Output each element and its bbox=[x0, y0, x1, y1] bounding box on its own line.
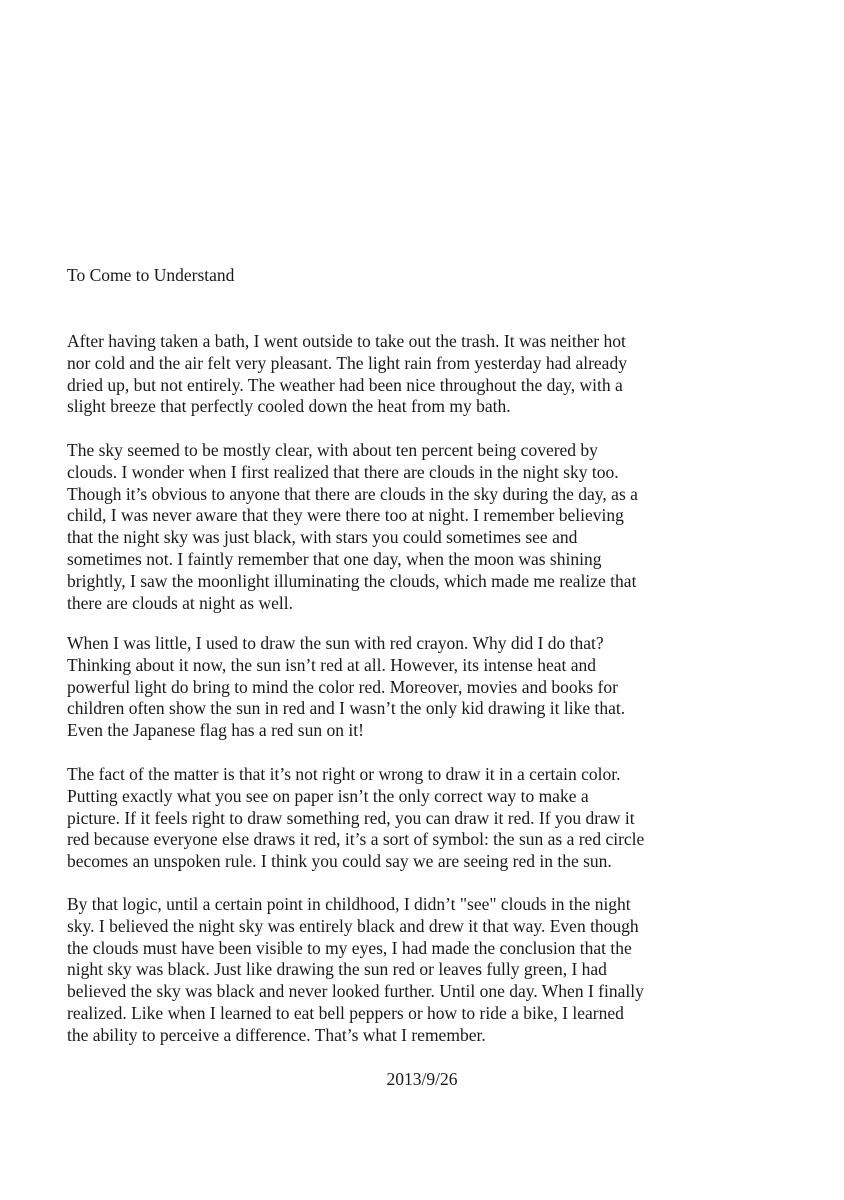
text-line: The fact of the matter is that it’s not right or wrong to draw it in a certain color. bbox=[67, 764, 621, 784]
text-line: brightly, I saw the moonlight illuminating the clouds, which made me realize that bbox=[67, 570, 637, 591]
text-line: slight breeze that perfectly cooled down the heat from my bath. bbox=[67, 396, 511, 417]
text-line: clouds. I wonder when I first realized that there are clouds in the night sky too. bbox=[67, 461, 619, 482]
text-line: powerful light do bring to mind the color red. Moreover, movies and books for bbox=[67, 676, 618, 697]
text-line: dried up, but not entirely. The weather had been nice throughout the day, with a bbox=[67, 374, 623, 395]
text-line: becomes an unspoken rule. I think you could say we are seeing red in the sun. bbox=[67, 851, 612, 872]
paragraph-2 bbox=[67, 440, 687, 614]
text-line: By that logic, until a certain point in childhood, I didn’t "see" clouds in the night bbox=[67, 894, 631, 914]
text-line: Thinking about it now, the sun isn’t red at all. However, its intense heat and bbox=[67, 654, 597, 675]
text-line: the clouds must have been visible to my eyes, I had made the conclusion that the bbox=[67, 937, 632, 958]
paragraph-5 bbox=[67, 894, 687, 1047]
text-line: The sky seemed to be mostly clear, with about ten percent being covered by bbox=[67, 440, 598, 460]
text-line: red because everyone else draws it red, it’s a sort of symbol: the sun as a red circle bbox=[67, 829, 645, 850]
text-line: After having taken a bath, I went outside to take out the trash. It was neither hot bbox=[67, 331, 626, 351]
text-line: realized. Like when I learned to eat bell peppers or how to ride a bike, I learned bbox=[67, 1002, 624, 1023]
text-line: the ability to perceive a difference. That’s what I remember. bbox=[67, 1024, 486, 1045]
text-line: When I was little, I used to draw the sun with red crayon. Why did I do that? bbox=[67, 633, 604, 653]
text-line: picture. If it feels right to draw something red, you can draw it red. If you draw it bbox=[67, 807, 635, 828]
text-line: sky. I believed the night sky was entirely black and drew it that way. Even though bbox=[67, 915, 639, 936]
text-line: children often show the sun in red and I wasn’t the only kid drawing it like that. bbox=[67, 698, 626, 719]
text-line: night sky was black. Just like drawing the sun red or leaves fully green, I had bbox=[67, 959, 607, 980]
document-title: To Come to Understand bbox=[67, 265, 235, 285]
text-line: that the night sky was just black, with stars you could sometimes see and bbox=[67, 527, 578, 548]
text-line: Though it’s obvious to anyone that there are clouds in the sky during the day, as a bbox=[67, 483, 638, 504]
document-date: 2013/9/26 bbox=[386, 1069, 458, 1089]
text-line: Putting exactly what you see on paper isn’t the only correct way to make a bbox=[67, 785, 589, 806]
text-line: believed the sky was black and never looked further. Until one day. When I finally bbox=[67, 981, 644, 1002]
text-line: Even the Japanese flag has a red sun on it! bbox=[67, 720, 364, 741]
text-line: sometimes not. I faintly remember that one day, when the moon was shining bbox=[67, 548, 602, 569]
text-line: there are clouds at night as well. bbox=[67, 592, 293, 613]
paragraph-4 bbox=[67, 764, 687, 873]
paragraph-1 bbox=[67, 331, 687, 418]
text-line: child, I was never aware that they were there too at night. I remember believing bbox=[67, 505, 624, 526]
paragraph-3 bbox=[67, 633, 687, 742]
text-line: nor cold and the air felt very pleasant. The light rain from yesterday had already bbox=[67, 352, 627, 373]
